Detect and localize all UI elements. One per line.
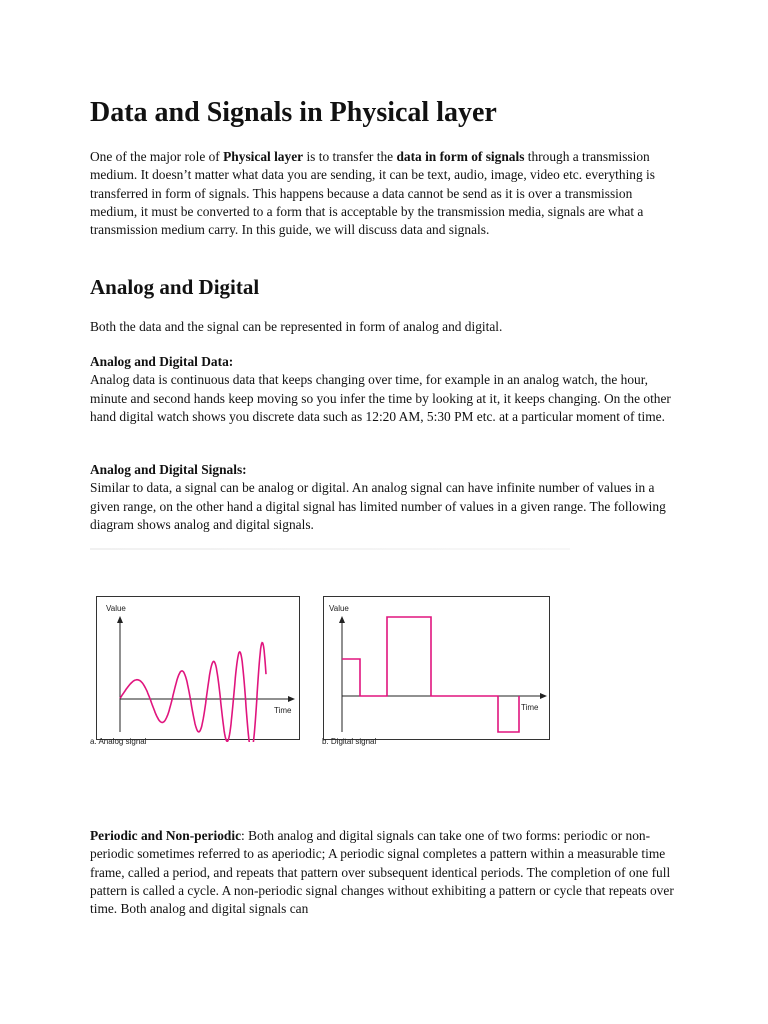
analog-signal-figure: [90, 596, 302, 746]
data-subsection: [90, 353, 680, 426]
intro-bold-physical-layer: Physical layer: [223, 149, 304, 164]
signals-subheading: Analog and Digital Signals:: [90, 462, 247, 477]
analog-frame: [97, 597, 300, 740]
intro-text-1: One of the major role of: [90, 149, 224, 164]
analog-x-axis-label: Time: [274, 706, 292, 715]
digital-caption: b. Digital signal: [322, 737, 377, 746]
signals-body: Similar to data, a signal can be analog or digital. An analog signal can have infinite number of values in a given range, on the other hand a digital signal has limited number of values in a given range. The following diagram shows analog and digital signals.: [90, 480, 666, 532]
digital-frame: [324, 597, 550, 740]
periodic-bold-term: Periodic and Non-periodic: [90, 828, 242, 843]
digital-x-axis-label: Time: [521, 703, 539, 712]
figure-divider: [90, 548, 570, 550]
analog-signal-diagram: [96, 596, 302, 742]
intro-bold-data-signals: data in form of signals: [396, 149, 525, 164]
digital-signal-figure: [322, 596, 551, 746]
intro-text-3: through a transmission medium. It doesn’t matter what data you are sending, it can be text, audio, image, video etc. everything is transferred in form of signals. This happens because a data cannot be send as it is over a transmission medium, it must be converted to a form that is acceptable by the transmission media, signals are what a transmission medium carry. In this guide, we will discuss data and signals.: [90, 149, 655, 238]
digital-y-axis-label: Value: [329, 604, 349, 613]
page-title: Data and Signals in Physical layer: [90, 97, 497, 128]
intro-text-2: is to transfer the: [303, 149, 397, 164]
intro-paragraph: [90, 148, 680, 239]
analog-caption: a. Analog signal: [90, 737, 147, 746]
data-subheading: Analog and Digital Data:: [90, 354, 234, 369]
periodic-paragraph: [90, 827, 680, 918]
section-intro-paragraph: Both the data and the signal can be represented in form of analog and digital.: [90, 319, 503, 334]
section-heading-analog-digital: Analog and Digital: [90, 275, 260, 299]
digital-signal-diagram: [323, 596, 551, 742]
analog-y-axis-label: Value: [106, 604, 126, 613]
periodic-text: : Both analog and digital signals can take one of two forms: periodic or non-periodic sometimes referred to as aperiodic; A periodic signal completes a pattern within a measurable time frame, called a period, and repeats that pattern over subsequent identical periods. The completion of one full pattern is called a cycle. A non-periodic signal changes without exhibiting a pattern or cycle that repeats over time. Both analog and digital signals can: [90, 828, 674, 917]
data-body: Analog data is continuous data that keeps changing over time, for example in an analog watch, the hour, minute and second hands keep moving so you infer the time by looking at it, it keeps changing. On the other hand digital watch shows you discrete data such as 12:20 AM, 5:30 PM etc. at a particular moment of time.: [90, 372, 671, 424]
signals-subsection: [90, 461, 680, 534]
